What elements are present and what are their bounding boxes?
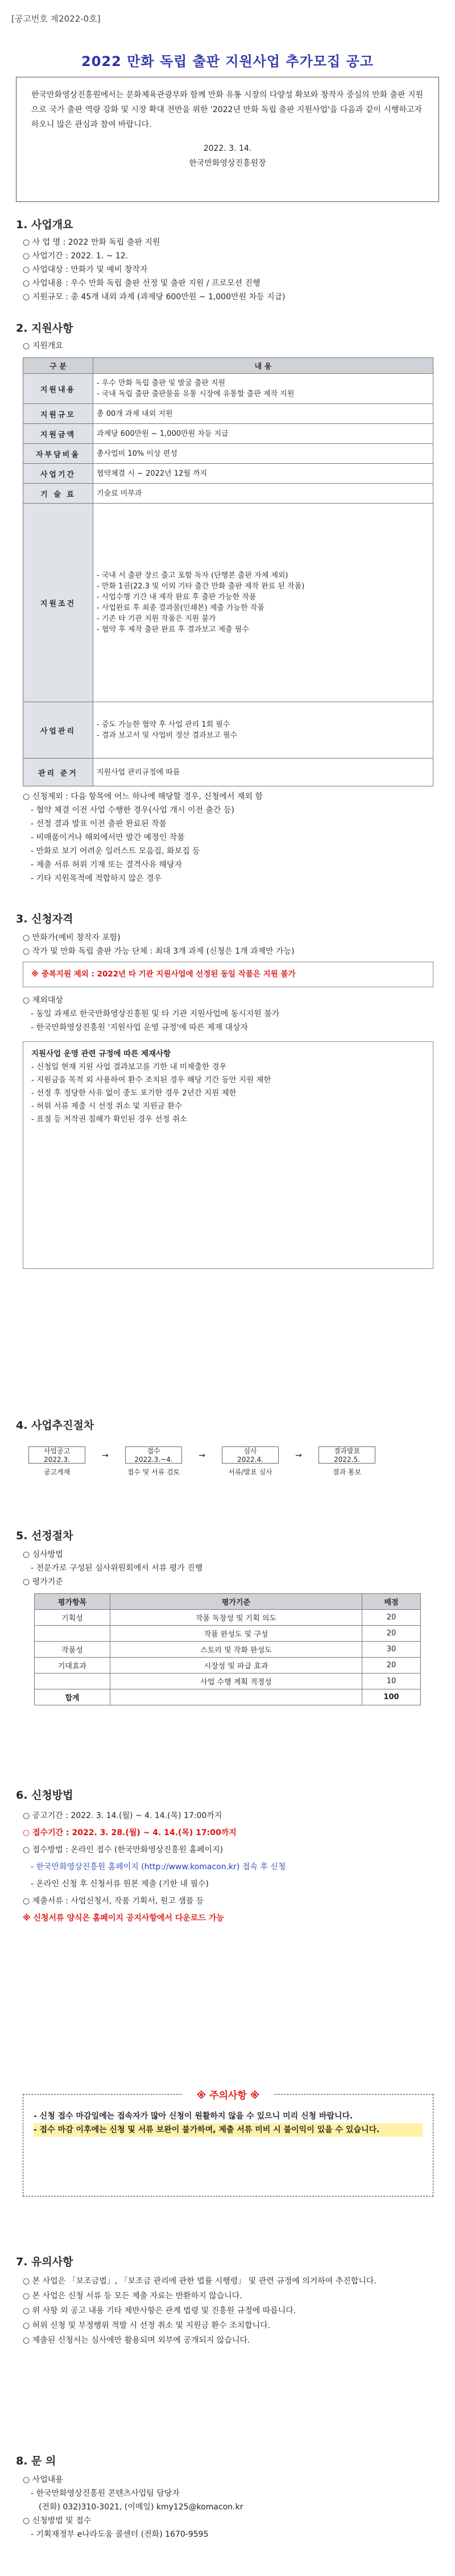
- table-row: [23, 424, 433, 444]
- section-6-title: 6. 신청방법: [16, 1789, 73, 1802]
- table-header: 평가기준: [110, 1594, 362, 1610]
- s6-row: - 한국만화영상진흥원 홈페이지 (http://www.komacon.kr) 접속 후 신청: [31, 1862, 286, 1872]
- flow-label: 공고게재: [43, 1468, 71, 1476]
- row-content: 기술료 미부과: [93, 484, 433, 504]
- s2-note: - 비매품이거나 해외에서만 발간 예정인 작품: [31, 833, 185, 842]
- s3-box-title: 지원사업 운영 관련 규정에 따른 제재사항: [31, 1049, 171, 1058]
- row-label: 지원내용: [23, 374, 93, 404]
- cell: 작품 독창성 및 기획 의도: [110, 1610, 362, 1626]
- support-table: [23, 357, 433, 786]
- cell: 작품성: [35, 1642, 110, 1658]
- s6-row: ○ 공고기간 : 2022. 3. 14.(월) ~ 4. 14.(목) 17:00까지: [23, 1811, 222, 1820]
- table-header-row: [35, 1594, 421, 1610]
- s3-note: ※ 중복지원 제외 : 2022년 타 기관 지원사업에 선정된 동일 작품은 지원 불가: [31, 970, 296, 979]
- s7-row: ○ 제출된 신청서는 심사에만 활용되며 외부에 공개되지 않습니다.: [23, 2336, 250, 2345]
- row-label: 지원규모: [23, 404, 93, 424]
- row-content: 협약체결 시 ~ 2022년 12월 까지: [93, 464, 433, 484]
- s3-limits-title: ○ 제외대상: [23, 996, 63, 1005]
- flow-step: 심사 2022.4.: [222, 1446, 279, 1464]
- s3-sanction-box: [23, 1041, 433, 1269]
- row-content: - 중도 가능한 협약 후 사업 관리 1회 필수 - 결과 보고서 및 사업비 정산 결과보고 필수: [93, 702, 433, 759]
- notice-number: [공고번호 제2022-0호]: [11, 14, 101, 24]
- s7-rows: [23, 2274, 433, 2348]
- cell: 기획성: [35, 1610, 110, 1626]
- s3-row: ○ 만화가(예비 창작자 포함): [23, 933, 121, 942]
- s8-row: ○ 신청방법 및 접수: [23, 2516, 92, 2525]
- caution-box: [23, 2090, 433, 2196]
- row-label: 사업관리: [23, 702, 93, 759]
- caution-item: - 신청 접수 마감일에는 접속자가 많아 신청이 원활하지 않을 수 있으니 미리 신청 바랍니다.: [34, 2112, 353, 2121]
- cell: 스토리 및 작화 완성도: [110, 1642, 362, 1658]
- table-row: [35, 1626, 421, 1642]
- s5-rows: [23, 1548, 202, 1589]
- intro-box: [16, 77, 439, 202]
- intro-org: 한국만화영상진흥원장: [189, 159, 266, 168]
- s2-note: - 만화로 보기 어려운 일러스트 모음집, 화보집 등: [31, 847, 200, 856]
- table-row: [23, 504, 433, 702]
- row-content: - 국내 서 출판 장르 출고 포함 독자 (단행본 출판 자체 제외) - 만화 1권(22.3 및 이외 기타 출간 만화 출판 제작 완료 된 작품) - 사업수행 기간 내 제작 완료 후 출판 가능한 작품 - 사업완료 후 최종 결과물(인쇄본) 제출 가능한 작품 - 기존 타 기관 지원 작품은 지원 불가 - 협약 후 제작 출판 완료 후 결과보고 제출 필수: [93, 504, 433, 702]
- s7-row: ○ 허위 신청 및 부정행위 적발 시 선정 취소 및 지원금 환수 조치합니다.: [23, 2321, 271, 2330]
- section-1-list: [23, 236, 286, 304]
- flow-label: 접수 및 서류 검토: [127, 1468, 180, 1476]
- table-header-row: [23, 358, 433, 374]
- table-header: 배점: [362, 1594, 421, 1610]
- table-header: 평가항목: [35, 1594, 110, 1610]
- s2-note: - 기타 지원목적에 적합하지 않은 경우: [31, 874, 162, 883]
- table-row: [35, 1610, 421, 1626]
- page-title: 2022 만화 독립 출판 지원사업 추가모집 공고: [81, 53, 374, 69]
- s6-row: ○ 접수방법 : 온라인 접수 (한국만화영상진흥원 홈페이지): [23, 1845, 224, 1854]
- s2-note: - 제출 서류 허위 기재 또는 결격사유 해당자: [31, 860, 183, 869]
- cell: 20: [362, 1626, 421, 1642]
- row-content: 총사업비 10% 이상 편성: [93, 444, 433, 464]
- cell: [35, 1626, 110, 1642]
- cell: 작품 완성도 및 구성: [110, 1626, 362, 1642]
- table-row: [23, 702, 433, 759]
- cell: 시장성 및 파급 효과: [110, 1658, 362, 1674]
- cell: 100: [362, 1689, 421, 1705]
- intro-paragraph: 한국만화영상진흥원에서는 문화체육관광부와 함께 만화 유통 시장의 다양성 확보와 창작자 중심의 만화 출판 지원으로 국가 출판 역량 강화 및 시장 확대 전반을 위한 '2022년 만화 독립 출판 지원사업'을 다음과 같이 시행하고자 하오니 많은 관심과 참여 바랍니다.: [31, 90, 424, 129]
- flow-step: 결과발표 2022.5.: [318, 1446, 375, 1464]
- process-flow: [28, 1446, 427, 1492]
- caution-heading: ※ 주의사항 ※: [183, 2087, 274, 2101]
- section-1-title: 1. 사업개요: [16, 219, 73, 231]
- cell: 30: [362, 1642, 421, 1658]
- table-row: [35, 1642, 421, 1658]
- flow-label: 서류/발표 심사: [228, 1468, 272, 1476]
- s3-limit: - 동일 과제로 한국만화영상진흥원 및 타 기관 지원사업에 동시지원 불가: [31, 1009, 280, 1019]
- flow-step: 접수 2022.3.~4.: [125, 1446, 182, 1464]
- table-header: 내 용: [93, 358, 433, 374]
- section-7-title: 7. 유의사항: [16, 2256, 73, 2268]
- row-content: - 우수 만화 독립 출판 및 발굴 출판 지원 - 국내 독립 출판 출판물을 유통 시장에 유통할 출판 제작 지원: [93, 374, 433, 404]
- table-header: 구 분: [23, 358, 93, 374]
- s2-note: - 협약 체결 이전 사업 수행한 경우(사업 개시 이전 출간 등): [31, 806, 235, 815]
- table-row: [35, 1689, 421, 1705]
- s3-rows: [23, 931, 295, 958]
- s5-row: - 전문가로 구성된 심사위원회에서 서류 평가 진행: [31, 1564, 203, 1573]
- cell: 20: [362, 1610, 421, 1626]
- s3-box-item: - 허위 서류 제출 시 선정 취소 및 지원금 환수: [31, 1102, 183, 1111]
- s1-row: ○ 사 업 명 : 2022 만화 독립 출판 지원: [23, 238, 160, 247]
- table-row: [23, 464, 433, 484]
- row-content: 과제당 600만원 ~ 1,000만원 차등 지급: [93, 424, 433, 444]
- row-label: 관리 준거: [23, 759, 93, 786]
- s6-row: ○ 접수기간 : 2022. 3. 28.(월) ~ 4. 14.(목) 17:00까지: [23, 1828, 237, 1837]
- table-row: [35, 1658, 421, 1674]
- eval-table: [34, 1593, 421, 1705]
- cell: 사업 수행 계획 적정성: [110, 1674, 362, 1689]
- row-content: 지원사업 관리규정에 따름: [93, 759, 433, 786]
- row-label: 사업기간: [23, 464, 93, 484]
- section-8-title: 8. 문 의: [16, 2455, 56, 2467]
- s5-row: ○ 심사방법: [23, 1550, 63, 1559]
- s6-row: ※ 신청서류 양식은 홈페이지 공지사항에서 다운로드 가능: [23, 1914, 224, 1923]
- arrow-icon: →: [102, 1451, 109, 1460]
- table-row: [23, 404, 433, 424]
- s1-row: ○ 사업내용 : 우수 만화 독립 출판 선정 및 출판 지원 / 프로모션 진행: [23, 279, 260, 288]
- row-content: 총 00개 과제 내외 지원: [93, 404, 433, 424]
- s2-note: ○ 신청제외 : 다음 항목에 어느 하나에 해당할 경우, 신청에서 제외 함: [23, 792, 263, 801]
- s6-rows: [23, 1807, 286, 1927]
- s3-box-item: - 표절 등 저작권 침해가 확인된 경우 선정 취소: [31, 1115, 187, 1124]
- s8-row: - 기획재정부 e나라도움 콜센터 (전화) 1670-9595: [31, 2530, 209, 2539]
- s1-row: ○ 사업기간 : 2022. 1. ~ 12.: [23, 252, 129, 261]
- s3-limit: - 한국만화영상진흥원 '지원사업 운영 규정'에 따른 제재 대상자: [31, 1023, 248, 1032]
- s1-row: ○ 사업대상 : 만화가 및 예비 창작자: [23, 265, 148, 274]
- cell: 10: [362, 1674, 421, 1689]
- s7-row: ○ 본 사업은 신청 서류 등 모든 제출 자료는 반환하지 않습니다.: [23, 2291, 242, 2301]
- s8-row: ○ 사업내용: [23, 2475, 63, 2484]
- caution-item: - 접수 마감 이후에는 신청 및 서류 보완이 불가하며, 제출 서류 미비 시 불이익이 있을 수 있습니다.: [34, 2123, 423, 2137]
- s2-note: - 선정 결과 발표 이전 출판 완료된 작품: [31, 819, 167, 829]
- cell: 합계: [35, 1689, 110, 1705]
- flow-label: 결과 통보: [332, 1468, 362, 1476]
- section-5-title: 5. 선정절차: [16, 1530, 73, 1542]
- arrow-icon: →: [295, 1451, 302, 1460]
- s8-row: (전화) 032)310-3021, (이메일) kmy125@komacon.kr: [39, 2503, 243, 2512]
- row-label: 기 술 료: [23, 484, 93, 504]
- table-row: [23, 759, 433, 786]
- cell: [35, 1674, 110, 1689]
- s3-box-item: - 지원금을 목적 외 사용하여 환수 조치된 경우 해당 기간 동안 지원 제한: [31, 1075, 271, 1085]
- s3-box-item: - 신청일 현재 지원 사업 결과보고를 기한 내 미제출한 경우: [31, 1062, 227, 1071]
- s3-row: ○ 작가 및 만화 독립 출판 가능 단체 : 최대 3개 과제 (신청은 1개 과제만 가능): [23, 947, 295, 956]
- cell: 기대효과: [35, 1658, 110, 1674]
- section-3-title: 3. 신청자격: [16, 913, 73, 925]
- section-2-title: 2. 지원사항: [16, 322, 73, 335]
- s6-row: - 온라인 신청 후 신청서류 원본 제출 (기한 내 필수): [31, 1880, 209, 1889]
- s1-row: ○ 지원규모 : 총 45개 내외 과제 (과제당 600만원 ~ 1,000만원 차등 지급): [23, 292, 286, 302]
- row-label: 지원조건: [23, 504, 93, 702]
- caution-body: [23, 2095, 433, 2142]
- s8-row: - 한국만화영상진흥원 콘텐츠사업팀 담당자: [31, 2489, 180, 2498]
- s7-row: ○ 본 사업은 「보조금법」, 「보조금 관리에 관한 법률 시행령」 및 관련 규정에 의거하여 추진합니다.: [23, 2277, 377, 2286]
- s3-note-box: [23, 962, 433, 987]
- table-row: [35, 1674, 421, 1689]
- s7-row: ○ 위 사항 외 공고 내용 기타 제반사항은 관계 법령 및 진흥원 규정에 따릅니다.: [23, 2306, 296, 2315]
- table-row: [23, 444, 433, 464]
- s6-row: ○ 제출서류 : 사업신청서, 작품 기획서, 원고 샘플 등: [23, 1897, 204, 1906]
- section-4-title: 4. 사업추진절차: [16, 1419, 94, 1432]
- cell: 20: [362, 1658, 421, 1674]
- intro-date: 2022. 3. 14.: [203, 144, 252, 153]
- s3-limits: [23, 994, 279, 1034]
- row-label: 자부담비율: [23, 444, 93, 464]
- table-row: [23, 374, 433, 404]
- arrow-icon: →: [198, 1451, 205, 1460]
- flow-step: 사업공고 2022.3.: [28, 1446, 85, 1464]
- s8-rows: [23, 2473, 243, 2541]
- s2-sub: ○ 지원개요: [23, 341, 63, 351]
- s2-notes: [23, 790, 263, 885]
- table-row: [23, 484, 433, 504]
- s3-box-item: - 선정 후 정당한 사유 없이 중도 포기한 경우 2년간 지원 제한: [31, 1089, 237, 1098]
- cell: [110, 1689, 362, 1705]
- row-label: 지원금액: [23, 424, 93, 444]
- s5-row: ○ 평가기준: [23, 1577, 63, 1586]
